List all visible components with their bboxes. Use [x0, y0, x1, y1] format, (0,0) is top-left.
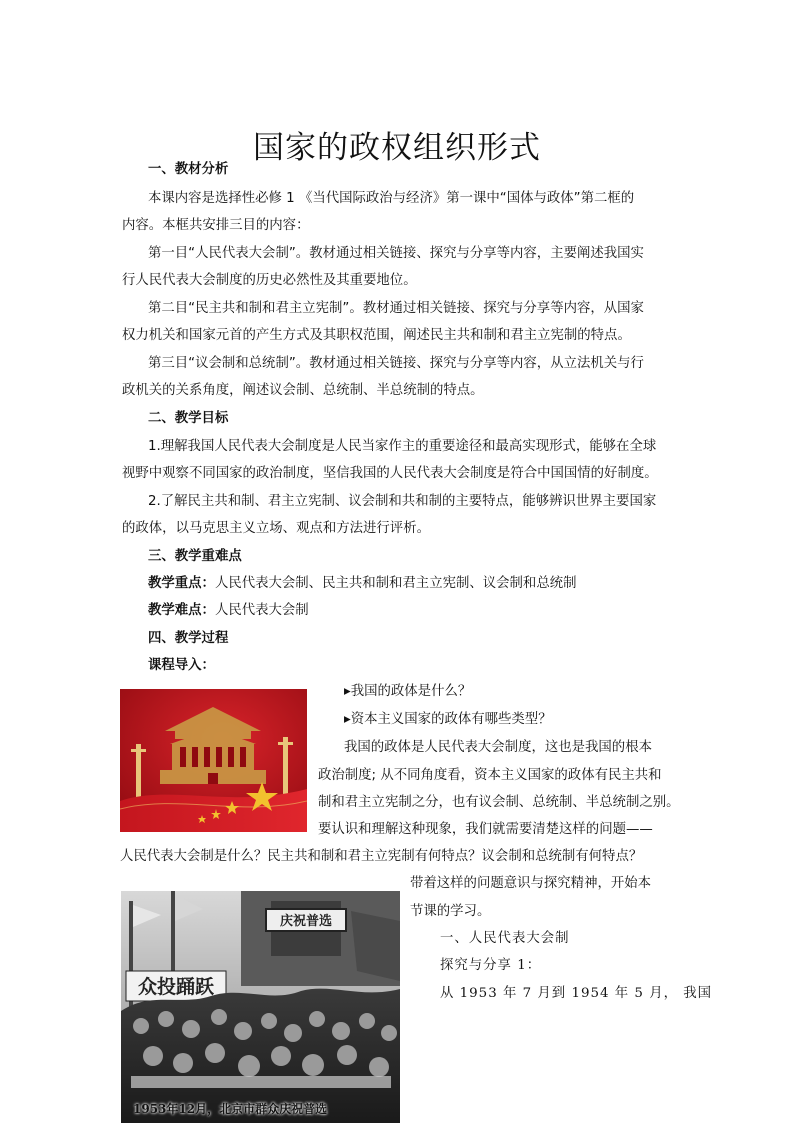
subsection-heading: 一、人民代表大会制 — [440, 931, 570, 946]
question-text: 资本主义国家的政体有哪些类型？ — [350, 712, 552, 727]
key-point-label: 教学重点： — [148, 576, 215, 591]
paragraph-line: 从 1953 年 7 月到 1954 年 5 月， 我国 — [440, 986, 713, 1001]
intro-heading: 课程导入： — [148, 658, 215, 673]
tiananmen-graphic — [120, 689, 307, 832]
paragraph-line: 节课的学习。 — [410, 904, 491, 919]
election-celebration-photo — [121, 891, 400, 1123]
banner-text: 众投踊跃 — [137, 976, 215, 998]
paragraph-line: 我国的政体是人民代表大会制度，这也是我国的根本 — [344, 740, 652, 755]
paragraph-line: 带着这样的问题意识与探究精神，开始本 — [410, 876, 652, 891]
paragraph-line: 视野中观察不同国家的政治制度，坚信我国的人民代表大会制度是符合中国国情的好制度。 — [122, 466, 658, 481]
paragraph-line: 制和君主立宪制之分，也有议会制、总统制、半总统制之别。 — [318, 795, 680, 810]
section-heading-key-points: 三、教学重难点 — [148, 549, 242, 564]
difficulty-line — [148, 601, 678, 621]
paragraph-line: 内容。本框共安排三目的内容： — [122, 218, 310, 233]
triangle-bullet-icon: ▸ — [344, 684, 351, 699]
explore-heading: 探究与分享 1： — [440, 958, 542, 973]
difficulty-text: 人民代表大会制 — [214, 603, 309, 618]
paragraph-line: 要认识和理解这种现象，我们就需要清楚这样的问题—— — [318, 822, 653, 837]
paragraph-line: 政治制度; 从不同角度看，资本主义国家的政体有民主共和 — [318, 768, 662, 783]
question-item — [344, 682, 471, 702]
section-heading-objectives: 二、教学目标 — [148, 411, 229, 426]
paragraph-line: 权力机关和国家元首的产生方式及其职权范围，阐述民主共和制和君主立宪制的特点。 — [122, 328, 631, 343]
question-text: 我国的政体是什么？ — [350, 684, 472, 699]
paragraph-line: 行人民代表大会制度的历史必然性及其重要地位。 — [122, 273, 417, 288]
paragraph-line: 2.了解民主共和制、君主立宪制、议会制和共和制的主要特点，能够辨识世界主要国家 — [148, 494, 657, 509]
page-title: 国家的政权组织形式 — [253, 130, 541, 166]
paragraph-line: 第三目“议会制和总统制”。教材通过相关链接、探究与分享等内容，从立法机关与行 — [148, 356, 644, 371]
triangle-bullet-icon: ▸ — [344, 712, 351, 727]
paragraph-line: 第一目“人民代表大会制”。教材通过相关链接、探究与分享等内容，主要阐述我国实 — [148, 246, 644, 261]
paragraph-line: 1.理解我国人民代表大会制度是人民当家作主的重要途径和最高实现形式，能够在全球 — [148, 439, 657, 454]
key-point-line — [148, 574, 678, 594]
paragraph-line: 的政体，以马克思主义立场、观点和方法进行评析。 — [122, 521, 430, 536]
section-heading-process: 四、教学过程 — [148, 631, 229, 646]
difficulty-label: 教学难点： — [148, 603, 215, 618]
paragraph-line: 第二目“民主共和制和君主立宪制”。教材通过相关链接、探究与分享等内容，从国家 — [148, 301, 644, 316]
section-heading-analysis: 一、教材分析 — [148, 162, 229, 177]
board-text: 庆祝普选 — [279, 914, 333, 929]
photo-caption: 1953年12月，北京市群众庆祝普选 — [133, 1102, 328, 1116]
paragraph-line: 人民代表大会制是什么？民主共和制和君主立宪制有何特点？议会制和总统制有何特点？ — [120, 849, 643, 864]
paragraph-line: 政机关的关系角度，阐述议会制、总统制、半总统制的特点。 — [122, 383, 484, 398]
paragraph-line: 本课内容是选择性必修 1 《当代国际政治与经济》第一课中“国体与政体”第二框的 — [148, 191, 635, 206]
question-item — [344, 710, 552, 730]
key-point-text: 人民代表大会制、民主共和制和君主立宪制、议会制和总统制 — [214, 576, 577, 591]
